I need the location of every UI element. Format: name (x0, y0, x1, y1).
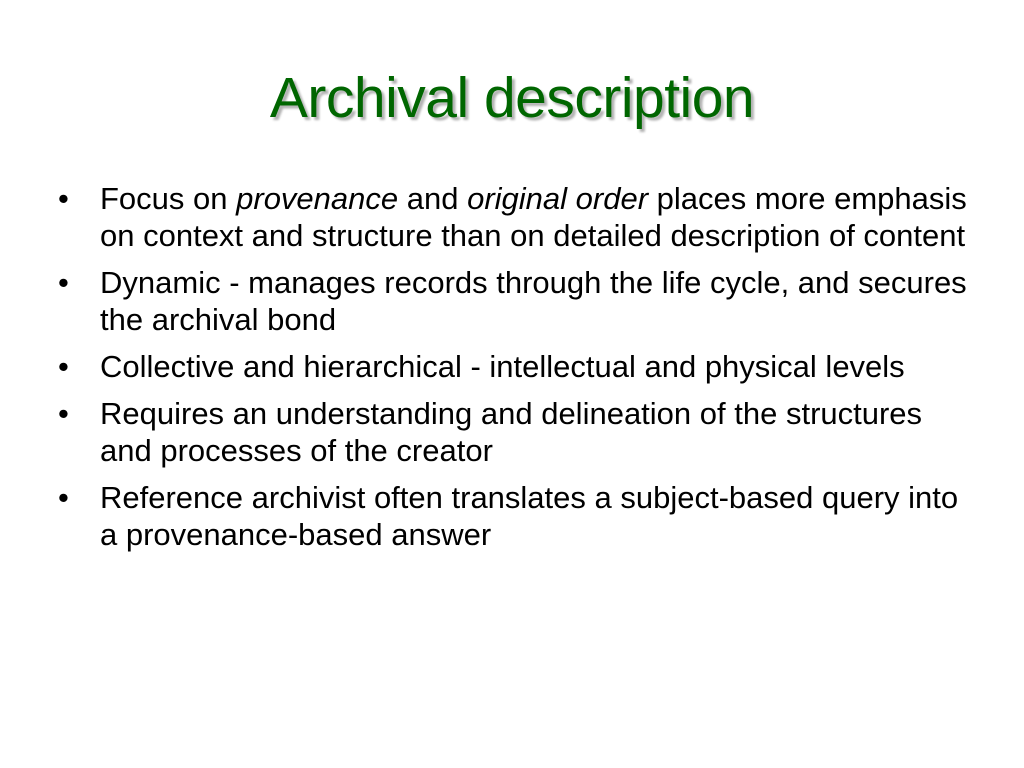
slide-title: Archival description (269, 66, 755, 130)
bullet-icon: • (58, 480, 69, 515)
bullet-icon: • (58, 265, 69, 300)
bullet-item-focus-on-provenance (58, 180, 978, 254)
bullet-item-reference-archivist (58, 479, 978, 553)
bullet-icon: • (58, 396, 69, 431)
emphasis-original-order: original order (467, 181, 649, 216)
bullet-list (58, 180, 978, 563)
bullet-text-suffix: places more emphasis on context and structure than on detailed description of content (100, 181, 967, 253)
bullet-icon: • (58, 349, 69, 384)
bullet-text: Requires an understanding and delineation of the structures and processes of the creator (100, 396, 923, 468)
bullet-text-connector: and (398, 181, 468, 216)
emphasis-provenance: provenance (236, 181, 399, 216)
bullet-text: Dynamic - manages records through the life cycle, and secures the archival bond (100, 265, 967, 337)
bullet-text: Reference archivist often translates a subject-based query into a provenance-based answer (100, 480, 959, 552)
bullet-item-collective-hierarchical (58, 348, 978, 385)
bullet-text-prefix: Focus on (100, 181, 237, 216)
bullet-icon: • (58, 181, 69, 216)
bullet-item-dynamic (58, 264, 978, 338)
bullet-item-requires-understanding (58, 395, 978, 469)
bullet-text: Collective and hierarchical - intellectual and physical levels (100, 349, 905, 384)
